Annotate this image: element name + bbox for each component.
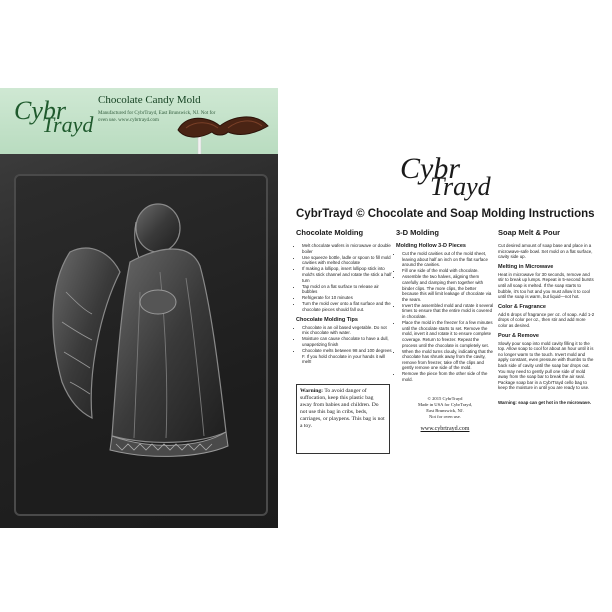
header-card [0,88,278,155]
col3-heading-pour: Pour & Remove [498,332,539,339]
chocolate-molding-column [296,228,394,365]
list-item: • Remove the piece from the other side of the mold. [402,371,494,382]
col3-title: Soap Melt & Pour [498,228,561,237]
list-item: • When the mold turns cloudy, indicating that the chocolate has shrunk away from the cavity, remove from freezer, take off the clips and gently remove one side of the mold. [402,349,494,371]
col3-heading-color: Color & Fragrance [498,303,546,310]
col1-title: Chocolate Molding [296,228,364,237]
3d-molding-column [396,228,494,383]
soap-warning: Warning: soap can get hot in the microwave. [498,400,592,405]
list-item: • Melt chocolate wafers in microwave or double boiler [302,243,394,254]
list-item: • Turn the mold over onto a flat surface and the chocolate pieces should fall out. [302,301,394,312]
col3-microwave-text: Heat in microwave for 30 seconds, remove and stir to break up lumps. Repeat in 5-second bursts until all soap is melted. If the soap starts to bubble, it's too hot and you must allow it to cool until the soap is warm, but liquid—not hot. [498,271,594,300]
suffocation-warning-box [296,384,390,454]
logo-text-line2: Trayd [42,112,94,137]
warning-text: To avoid danger of suffocation, keep this plastic bag away from babies and children. Do not use this bag in cribs, beds, carriages, or playpens. This bag is not a toy. [300,388,385,429]
website-link[interactable]: www.cybrtrayd.com [420,426,470,432]
made-in: Made in USA for CybrTrayd, [417,402,473,407]
sheet-brand-logo [400,152,510,204]
col2-subtitle: Molding Hollow 3-D Pieces [396,243,466,249]
sheet-logo-line1: Cybr [400,152,460,185]
list-item: • If making a lollipop, insert lollipop stick into mold's stick channel and rotate the stick a half turn [302,266,394,283]
col1-steps [296,243,394,313]
list-item: • Assemble the two halves, aligning them carefully and clamping them together with binder clips. The more clips, the better because this will limit leakage of chocolate via the seam. [402,274,494,302]
card-fine-print: Manufactured for CybrTrayd, East Brunswick, NJ. Not for oven use. www.cybrtrayd.com [98,111,216,123]
brand-logo [8,94,100,142]
list-item: • Chocolate is an oil based vegetable. Do not mix chocolate with water. [302,325,394,336]
list-item: • Refrigerate for 10 minutes [302,295,394,301]
col3-pour-text: Slowly pour soap into mold cavity filling it to the top. Allow soap to cool for about an hour until it is no longer warm to the touch. Invert mold and apply constant, even pressure with thumbs to the back side of cavity until the soap bar drops out. You may need to gently pull one side of mold away from the soap bar to break the air seal. Package soap bar in a CybrTrayd cello bag to keep the moisture in until you are ready to use. [498,340,594,391]
list-item: • Fill one side of the mold with chocolate. [402,268,494,274]
warning-label: Warning: [300,388,324,394]
col3-intro: Cut desired amount of soap base and place in a microwave-safe bowl. Set mold on a flat surface, cavity side up. [498,243,593,260]
list-item: • Moisture can cause chocolate to have a dull, unappetizing finish [302,336,394,347]
instruction-sheet [282,140,608,510]
col1-tips-title: Chocolate Molding Tips [296,316,358,323]
city: East Brunswick, NJ. [426,408,464,413]
list-item: • Use squeeze bottle, ladle or spoon to fill mold cavities with melted chocolate [302,255,394,266]
mold-tray [0,154,278,528]
list-item: • Invert the assembled mold and rotate it several times to ensure that the entire mold is covered in chocolate. [402,303,494,320]
list-item: • Chocolate melts between 98 and 100 degrees F. If you hold chocolate in your hands it will melt! [302,348,394,365]
angel-mold-cavity [40,182,240,472]
col2-title: 3-D Molding [396,228,439,237]
soap-melt-pour-column [498,228,596,393]
mustache-lollipop-image [172,108,272,156]
logo-text-line1: Cybr [14,96,66,125]
sheet-logo-line2: Trayd [430,172,491,201]
product-photo [0,88,278,528]
copyright: © 2015 CybrTrayd [427,396,463,401]
card-title: Chocolate Candy Mold [98,94,201,106]
oven-note: Not for oven use. [429,414,461,419]
col3-color-text: Add 6 drops of fragrance per oz. of soap. Add 1-2 drops of color per oz., then stir and add more color as desired. [498,311,595,328]
col1-tips [296,325,394,365]
col2-steps [396,251,494,383]
list-item: • Tap mold on a flat surface to release air bubbles [302,284,394,295]
list-item: • Cut the mold cavities out of the mold sheet, leaving about half an inch on the flat surface around the cavities. [402,251,494,268]
sheet-headline: CybrTrayd © Chocolate and Soap Molding Instructions [296,208,595,220]
list-item: • Place the mold in the freezer for a few minutes until the chocolate starts to set. Remove the mold, invert it and rotate it to ensure complete coverage. Return to freezer. Repeat the process until the chocolate is completely set. [402,320,494,348]
sheet-footer [400,396,490,432]
col3-heading-microwave: Melting in Microwave [498,263,554,270]
